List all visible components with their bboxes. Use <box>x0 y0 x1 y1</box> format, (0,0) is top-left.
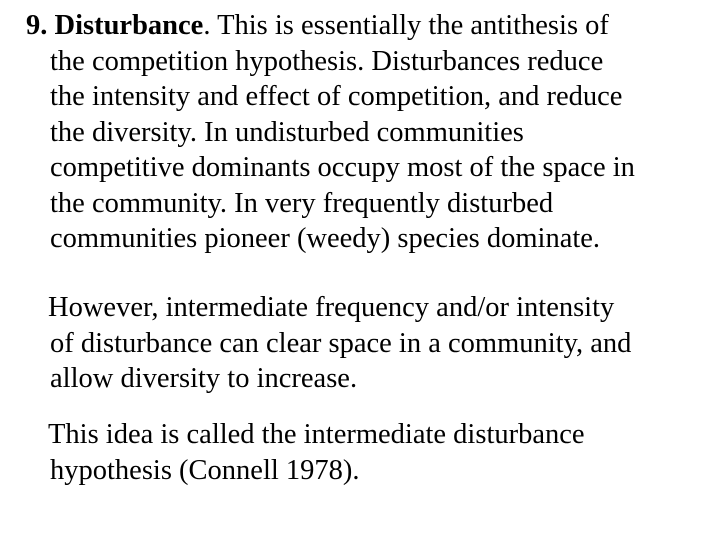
paragraph-line: of disturbance can clear space in a community, and <box>50 327 632 359</box>
paragraph-line: This idea is called the intermediate disturbance <box>48 419 585 450</box>
paragraph-line: hypothesis (Connell 1978). <box>50 454 360 486</box>
paragraph-disturbance <box>26 8 635 257</box>
paragraph-line: communities pioneer (weedy) species dominate. <box>50 223 601 254</box>
paragraph-line: allow diversity to increase. <box>50 363 358 394</box>
paragraph-line <box>26 8 635 44</box>
paragraph-hypothesis-name <box>48 417 585 488</box>
paragraph-line: the community. In very frequently disturbed <box>50 187 554 219</box>
paragraph-line: the diversity. In undisturbed communities <box>50 116 524 148</box>
paragraph-line: competitive dominants occupy most of the space in <box>50 152 635 183</box>
heading-disturbance: 9. Disturbance <box>26 10 204 41</box>
paragraph-line: However, intermediate frequency and/or intensity <box>48 292 615 323</box>
paragraph-line: the intensity and effect of competition, and reduce <box>50 81 623 112</box>
paragraph-line: the competition hypothesis. Disturbances reduce <box>50 45 604 77</box>
line-text: . This is essentially the antithesis of <box>203 10 609 41</box>
paragraph-intermediate-frequency <box>48 290 631 397</box>
